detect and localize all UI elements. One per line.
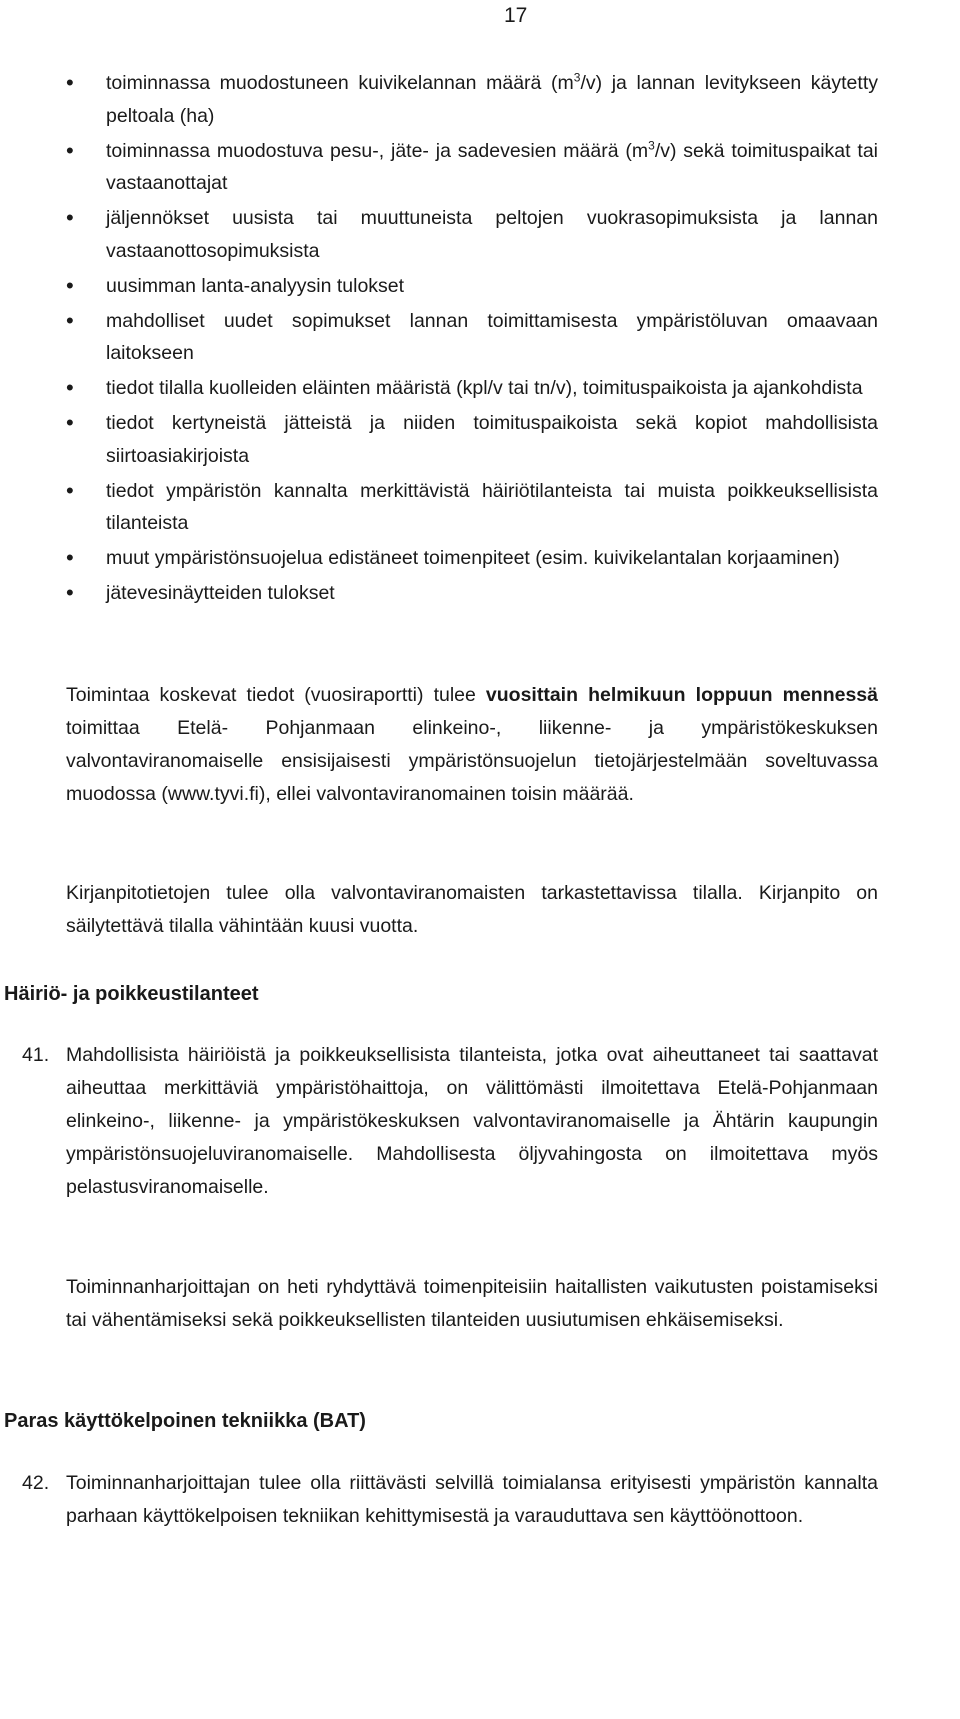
list-item: • tiedot ympäristön kannalta merkittävistä häiriötilanteista tai muista poikkeuksellisista tilanteista xyxy=(66,475,878,540)
item-text: Toiminnanharjoittajan tulee olla riittävästi selvillä toimialansa erityisesti ympäristön kannalta parhaan käyttökelpoisen tekniikan kehittymisestä ja varauduttava sen käyttöönottoon. xyxy=(66,1472,878,1527)
list-item: • mahdolliset uudet sopimukset lannan toimittamisesta ympäristöluvan omaavaan laitokseen xyxy=(66,305,878,370)
list-item: • muut ympäristönsuojelua edistäneet toimenpiteet (esim. kuivikelantalan korjaaminen) xyxy=(66,542,878,575)
numbered-item-41 xyxy=(22,1039,878,1204)
list-item: • jäljennökset uusista tai muuttuneista peltojen vuokrasopimuksista ja lannan vastaanottosopimuksista xyxy=(66,202,878,267)
report-contents-list xyxy=(66,67,878,612)
item-number: 42. xyxy=(22,1472,50,1494)
operator-paragraph: Toiminnanharjoittajan on heti ryhdyttävä toimenpiteisiin haitallisten vaikutusten poistamiseksi tai vähentämiseksi sekä poikkeuksellisten tilanteiden uusiutumisen ehkäisemiseksi. xyxy=(66,1276,878,1331)
list-item: • jätevesinäytteiden tulokset xyxy=(66,577,878,610)
list-item: • uusimman lanta-analyysin tulokset xyxy=(66,270,878,303)
item-text: Mahdollisista häiriöistä ja poikkeuksellisista tilanteista, jotka ovat aiheuttaneet tai saattavat aiheuttaa merkittäviä ympäristöhaittoja, on välittömästi ilmoitettava Etelä-Pohjanmaan elinkeino-, liikenne- ja ympäristökeskuksen valvontaviranomaiselle ja Ähtärin kaupungin ympäristönsuojeluviranomaiselle. Mahdollisesta öljyvahingosta on ilmoitettava myös pelastusviranomaiselle. xyxy=(66,1044,878,1198)
item-number: 41. xyxy=(22,1044,50,1066)
records-paragraph: Kirjanpitotietojen tulee olla valvontaviranomaisten tarkastettavissa tilalla. Kirjanpito on säilytettävä tilalla vähintään kuusi vuotta. xyxy=(66,882,878,937)
annual-report-paragraph: Toimintaa koskevat tiedot (vuosiraportti) tulee vuosittain helmikuun loppuun mennessä toimittaa Etelä- Pohjanmaan elinkeino-, liikenne- ja ympäristökeskuksen valvontaviranomaiselle ensisijaisesti ympäristönsuojelun tietojärjestelmään soveltuvassa muodossa (www.tyvi.fi), ellei valvontaviranomainen toisin määrää. xyxy=(66,684,878,805)
list-item: • toiminnassa muodostuva pesu-, jäte- ja sadevesien määrä $(m^3/v)$ sekä toimituspaikat tai vastaanottajat xyxy=(66,135,878,200)
section-heading-bat: Paras käyttökelpoinen tekniikka (BAT) xyxy=(4,1410,366,1432)
list-item: • tiedot kertyneistä jätteistä ja niiden toimituspaikoista sekä kopiot mahdollisista siirtoasiakirjoista xyxy=(66,407,878,472)
page-number: 17 xyxy=(504,4,528,27)
list-item: • toiminnassa muodostuneen kuivikelannan määrä $(m^3/v)$ ja lannan levitykseen käytetty peltoala (ha) xyxy=(66,67,878,132)
list-item: • tiedot tilalla kuolleiden eläinten määristä (kpl/v tai tn/v), toimituspaikoista ja ajankohdista xyxy=(66,372,878,405)
numbered-item-42 xyxy=(22,1467,878,1533)
section-heading-disturbances: Häiriö- ja poikkeustilanteet xyxy=(4,983,259,1005)
